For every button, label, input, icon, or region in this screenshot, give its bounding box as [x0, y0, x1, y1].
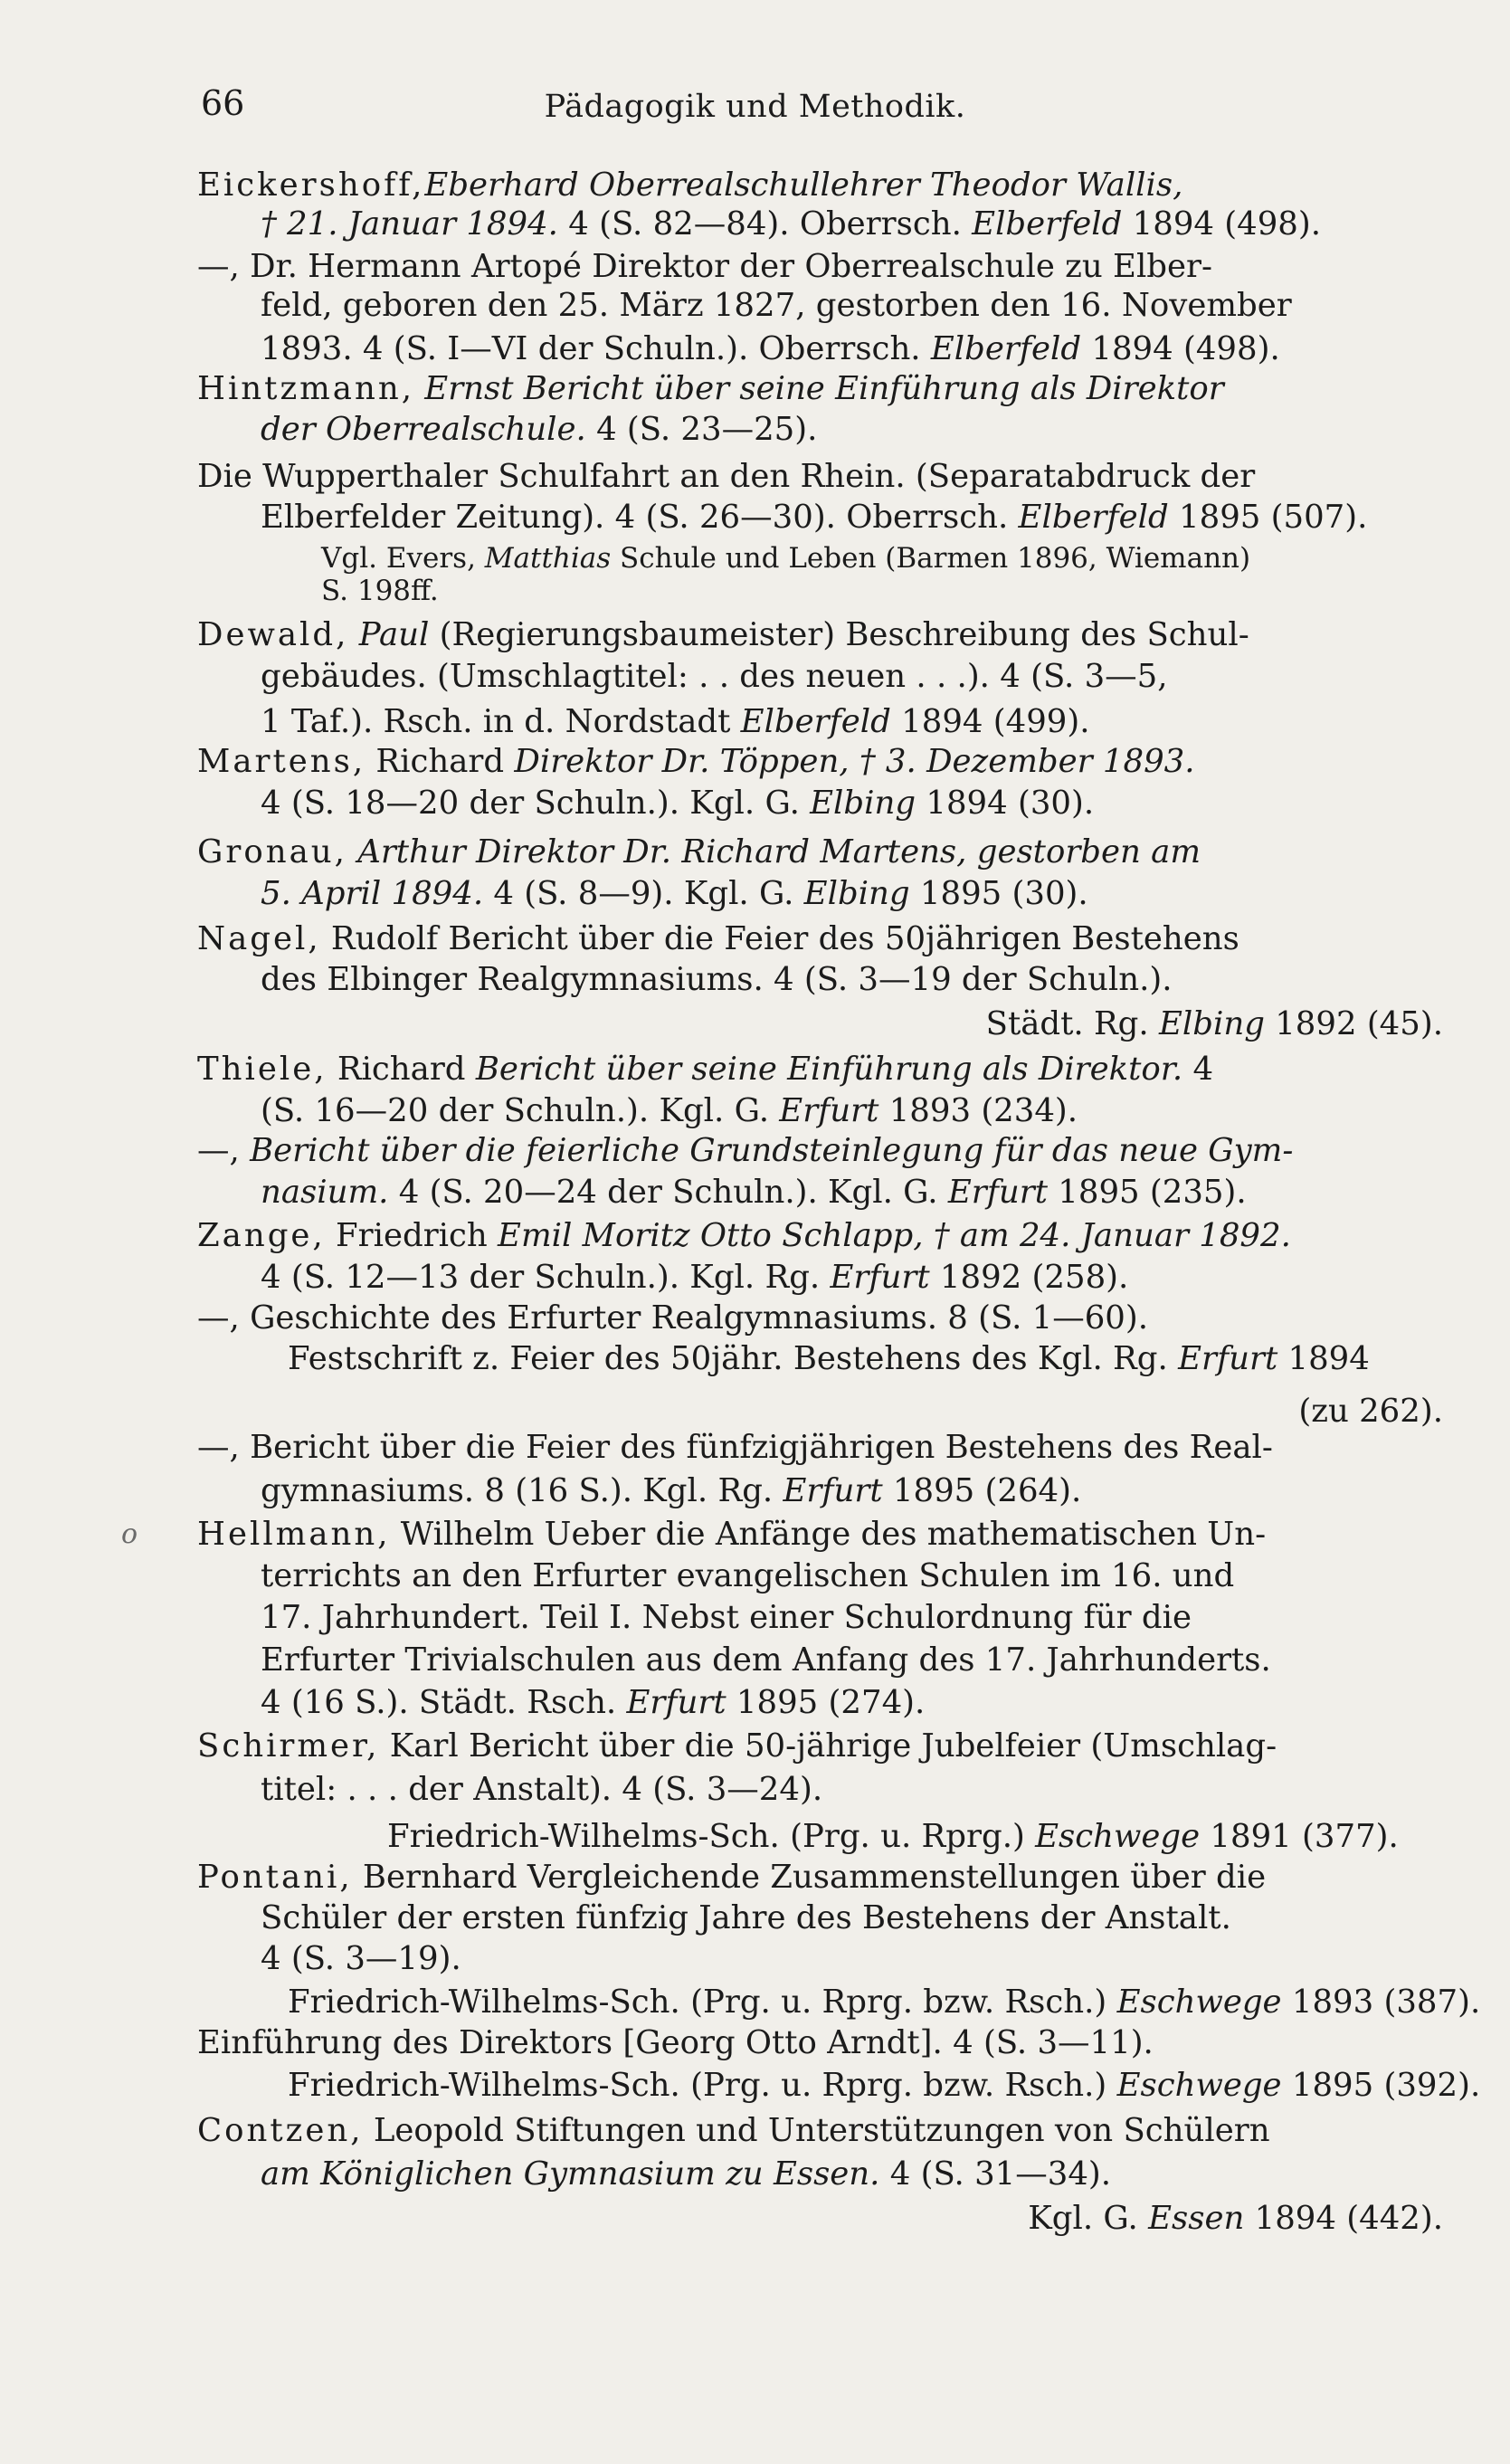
italic-text: Arthur Direktor Dr. Richard Martens, gestorben am	[357, 833, 1201, 870]
text-line	[986, 1006, 1443, 1042]
entry-text: 4 (S. 3—19).	[261, 1940, 461, 1977]
entry-text: Friedrich-Wilhelms-Sch. (Prg. u. Rprg.)	[387, 1818, 1036, 1855]
text-line	[197, 744, 1195, 780]
author-name: Hellmann,	[197, 1516, 391, 1553]
text-line	[261, 1473, 1081, 1509]
entry-text: Die Wupperthaler Schulfahrt an den Rhein. (Separatabdruck der	[197, 458, 1256, 495]
text-line	[197, 1300, 1148, 1337]
author-name: Contzen,	[197, 2112, 364, 2149]
italic-text: Eberhard Oberrealschullehrer Theodor Wallis,	[424, 166, 1183, 204]
entry-text: 4	[1182, 1051, 1214, 1088]
italic-text: Bericht über die feierliche Grundsteinlegung für das neue Gym-	[250, 1132, 1294, 1169]
text-line	[261, 1941, 461, 1977]
entry-text: Bernhard Vergleichende Zusammenstellungen über die	[352, 1859, 1267, 1896]
entry-text: S. 198ff.	[321, 575, 439, 607]
entry-text: 1895 (507).	[1168, 499, 1368, 536]
text-line	[197, 1218, 1291, 1254]
entry-text	[414, 370, 424, 407]
entry-text: Einführung des Direktors [Georg Otto Arndt]. 4 (S. 3—11).	[197, 2024, 1154, 2061]
entry-text: 1891 (377).	[1200, 1818, 1399, 1855]
italic-text: Eschwege	[1116, 2067, 1282, 2104]
entry-text: 4 (S. 12—13 der Schuln.). Kgl. Rg.	[261, 1259, 831, 1296]
entry-text: 1892 (45).	[1264, 1005, 1443, 1042]
author-name: Thiele,	[197, 1051, 328, 1088]
entry-text: 4 (S. 23—25).	[585, 411, 818, 448]
italic-text: Ernst Bericht über seine Einführung als Direktor	[424, 370, 1224, 407]
entry-text: Friedrich	[325, 1217, 499, 1254]
entry-text	[348, 616, 358, 653]
text-line	[197, 1051, 1213, 1088]
entry-text: 1895 (235).	[1047, 1174, 1247, 1211]
author-name: Schirmer,	[197, 1727, 380, 1765]
entry-text: —, Dr. Hermann Artopé Direktor der Oberrealschule zu Elber-	[197, 248, 1212, 285]
author-name: Hintzmann,	[197, 370, 414, 407]
entry-text: 1894	[1277, 1340, 1370, 1377]
italic-text: † 21. Januar 1894.	[261, 205, 558, 243]
text-line	[261, 1642, 1271, 1679]
italic-text: Erfurt	[779, 1092, 879, 1129]
text-line	[197, 459, 1255, 495]
text-line	[197, 371, 1224, 407]
text-line	[197, 1430, 1273, 1466]
text-line	[261, 1093, 1078, 1129]
entry-text: Schule und Leben (Barmen 1896, Wiemann)	[611, 542, 1251, 575]
text-line	[261, 659, 1168, 695]
entry-text: Friedrich-Wilhelms-Sch. (Prg. u. Rprg. bzw. Rsch.)	[288, 2067, 1117, 2104]
italic-text: Erfurt	[1178, 1340, 1278, 1377]
italic-text: Erfurt	[626, 1684, 727, 1721]
entry-text: Karl Bericht über die 50-jährige Jubelfeier (Umschlag-	[379, 1727, 1277, 1765]
italic-text: Elberfeld	[1018, 499, 1169, 536]
entry-text: 1893. 4 (S. I—VI der Schuln.). Oberrsch.	[261, 330, 931, 367]
text-line	[387, 1819, 1399, 1855]
entry-text: 1895 (274).	[726, 1684, 926, 1721]
text-line	[261, 2156, 1111, 2193]
italic-text: Eschwege	[1116, 1984, 1282, 2021]
entry-text: 1895 (264).	[882, 1472, 1082, 1509]
entry-text: Kgl. G.	[1028, 2200, 1149, 2237]
text-line	[197, 1517, 1266, 1553]
text-line	[261, 331, 1280, 367]
entry-text: Leopold Stiftungen und Unterstützungen von Schülern	[363, 2112, 1270, 2149]
text-line	[197, 2113, 1270, 2149]
italic-text: Paul	[358, 616, 430, 653]
running-title: Pädagogik und Methodik.	[544, 89, 966, 125]
entry-text: Vgl. Evers,	[321, 542, 485, 575]
text-line	[261, 1600, 1192, 1636]
italic-text: Elberfeld	[972, 205, 1123, 243]
entry-text: (Regierungsbaumeister) Beschreibung des Schul-	[429, 616, 1249, 653]
entry-text: —, Bericht über die Feier des fünfzigjährigen Bestehens des Real-	[197, 1429, 1273, 1466]
italic-text: nasium.	[261, 1174, 389, 1211]
italic-text: Eschwege	[1035, 1818, 1201, 1855]
entry-text: Friedrich-Wilhelms-Sch. (Prg. u. Rprg. bzw. Rsch.)	[288, 1984, 1117, 2021]
text-line	[261, 876, 1088, 912]
author-name: Eickershoff,	[197, 166, 425, 204]
entry-text: 1894 (499).	[890, 703, 1090, 740]
entry-text: —, Geschichte des Erfurter Realgymnasiums. 8 (S. 1—60).	[197, 1299, 1149, 1337]
entry-text: 4 (S. 82—84). Oberrsch.	[557, 205, 973, 243]
text-line	[197, 167, 1182, 204]
text-line	[321, 540, 1250, 576]
italic-text: Essen	[1148, 2200, 1245, 2237]
entry-text: 1895 (30).	[909, 875, 1088, 912]
entry-text: Richard	[366, 743, 515, 780]
author-name: Zange,	[197, 1217, 326, 1254]
text-line	[1028, 2201, 1443, 2237]
entry-text: (zu 262).	[1298, 1393, 1443, 1430]
italic-text: Matthias	[484, 542, 612, 575]
entry-text: titel: . . . der Anstalt). 4 (S. 3—24).	[261, 1771, 823, 1808]
text-line	[1298, 1394, 1443, 1430]
entry-text: gebäudes. (Umschlagtitel: . . des neuen . . .). 4 (S. 3—5,	[261, 658, 1168, 695]
author-name: Gronau,	[197, 833, 347, 870]
text-line	[261, 206, 1321, 243]
text-line	[197, 1728, 1277, 1765]
text-line	[261, 1260, 1128, 1296]
entry-text: Festschrift z. Feier des 50jähr. Bestehens des Kgl. Rg.	[288, 1340, 1179, 1377]
text-line	[321, 573, 439, 609]
entry-text: 4 (S. 18—20 der Schuln.). Kgl. G.	[261, 785, 811, 822]
text-line	[261, 412, 817, 448]
text-line	[288, 1984, 1480, 2021]
entry-text: Wilhelm Ueber die Anfänge des mathematischen Un-	[390, 1516, 1267, 1553]
entry-text: terrichts an den Erfurter evangelischen Schulen im 16. und	[261, 1557, 1235, 1594]
italic-text: Emil Moritz Otto Schlapp, † am 24. Januar 1892.	[498, 1217, 1291, 1254]
entry-text: Erfurter Trivialschulen aus dem Anfang des 17. Jahrhunderts.	[261, 1641, 1271, 1679]
italic-text: der Oberrealschule.	[261, 411, 586, 448]
italic-text: am Königlichen Gymnasium zu Essen.	[261, 2155, 880, 2193]
text-line	[261, 704, 1090, 740]
entry-text: Schüler der ersten fünfzig Jahre des Bestehens der Anstalt.	[261, 1899, 1231, 1936]
text-line	[197, 249, 1212, 285]
author-name: Pontani,	[197, 1859, 353, 1896]
entry-text: 1893 (387).	[1281, 1984, 1481, 2021]
italic-text: Erfurt	[947, 1174, 1048, 1211]
text-line	[197, 1860, 1266, 1896]
entry-text: 4 (S. 31—34).	[879, 2155, 1112, 2193]
text-line	[261, 288, 1292, 324]
entry-text: —,	[197, 1132, 251, 1169]
italic-text: Elbing	[1158, 1005, 1265, 1042]
italic-text: 5. April 1894.	[261, 875, 484, 912]
entry-text: Richard	[327, 1051, 476, 1088]
italic-text: Bericht über seine Einführung als Direktor.	[475, 1051, 1183, 1088]
entry-text: 1894 (498).	[1122, 205, 1322, 243]
entry-text	[347, 833, 357, 870]
text-line	[197, 1133, 1293, 1169]
entry-text: 1894 (442).	[1244, 2200, 1443, 2237]
entry-text: 4 (S. 8—9). Kgl. G.	[483, 875, 804, 912]
author-name: Martens,	[197, 743, 366, 780]
entry-text: Städt. Rg.	[985, 1005, 1159, 1042]
margin-mark: o	[121, 1518, 138, 1550]
entry-text: 4 (S. 20—24 der Schuln.). Kgl. G.	[388, 1174, 948, 1211]
entry-text: 1894 (30).	[916, 785, 1095, 822]
entry-text: 1893 (234).	[878, 1092, 1078, 1129]
italic-text: Elbing	[803, 875, 910, 912]
text-line	[261, 1685, 925, 1721]
text-line	[261, 1900, 1231, 1936]
author-name: Nagel,	[197, 920, 321, 957]
entry-text: 1895 (392).	[1281, 2067, 1481, 2104]
entry-text: Rudolf Bericht über die Feier des 50jährigen Bestehens	[320, 920, 1239, 957]
italic-text: Erfurt	[783, 1472, 883, 1509]
entry-text: gymnasiums. 8 (16 S.). Kgl. Rg.	[261, 1472, 783, 1509]
italic-text: Elberfeld	[740, 703, 891, 740]
text-line	[261, 962, 1173, 998]
page-number: 66	[201, 83, 245, 123]
text-line	[288, 2068, 1480, 2104]
text-line	[197, 617, 1249, 653]
text-line	[261, 785, 1094, 822]
italic-text: Direktor Dr. Töppen, † 3. Dezember 1893.	[514, 743, 1195, 780]
text-line	[197, 921, 1239, 957]
italic-text: Erfurt	[830, 1259, 930, 1296]
text-line	[261, 499, 1367, 536]
author-name: Dewald,	[197, 616, 349, 653]
entry-text: 4 (16 S.). Städt. Rsch.	[261, 1684, 627, 1721]
entry-text: Elberfelder Zeitung). 4 (S. 26—30). Oberrsch.	[261, 499, 1019, 536]
entry-text: des Elbinger Realgymnasiums. 4 (S. 3—19 der Schuln.).	[261, 961, 1173, 998]
italic-text: Elberfeld	[930, 330, 1082, 367]
text-line	[197, 834, 1201, 870]
entry-text: 1894 (498).	[1081, 330, 1280, 367]
text-line	[261, 1175, 1247, 1211]
italic-text: Elbing	[810, 785, 916, 822]
entry-text: (S. 16—20 der Schuln.). Kgl. G.	[261, 1092, 780, 1129]
entry-text: 1892 (258).	[929, 1259, 1129, 1296]
entry-text: 1 Taf.). Rsch. in d. Nordstadt	[261, 703, 741, 740]
text-line	[288, 1341, 1370, 1377]
text-line	[197, 2025, 1154, 2061]
entry-text: feld, geboren den 25. März 1827, gestorben den 16. November	[261, 287, 1292, 324]
text-line	[261, 1558, 1234, 1594]
entry-text: 17. Jahrhundert. Teil I. Nebst einer Schulordnung für die	[261, 1599, 1192, 1636]
text-line	[261, 1772, 822, 1808]
